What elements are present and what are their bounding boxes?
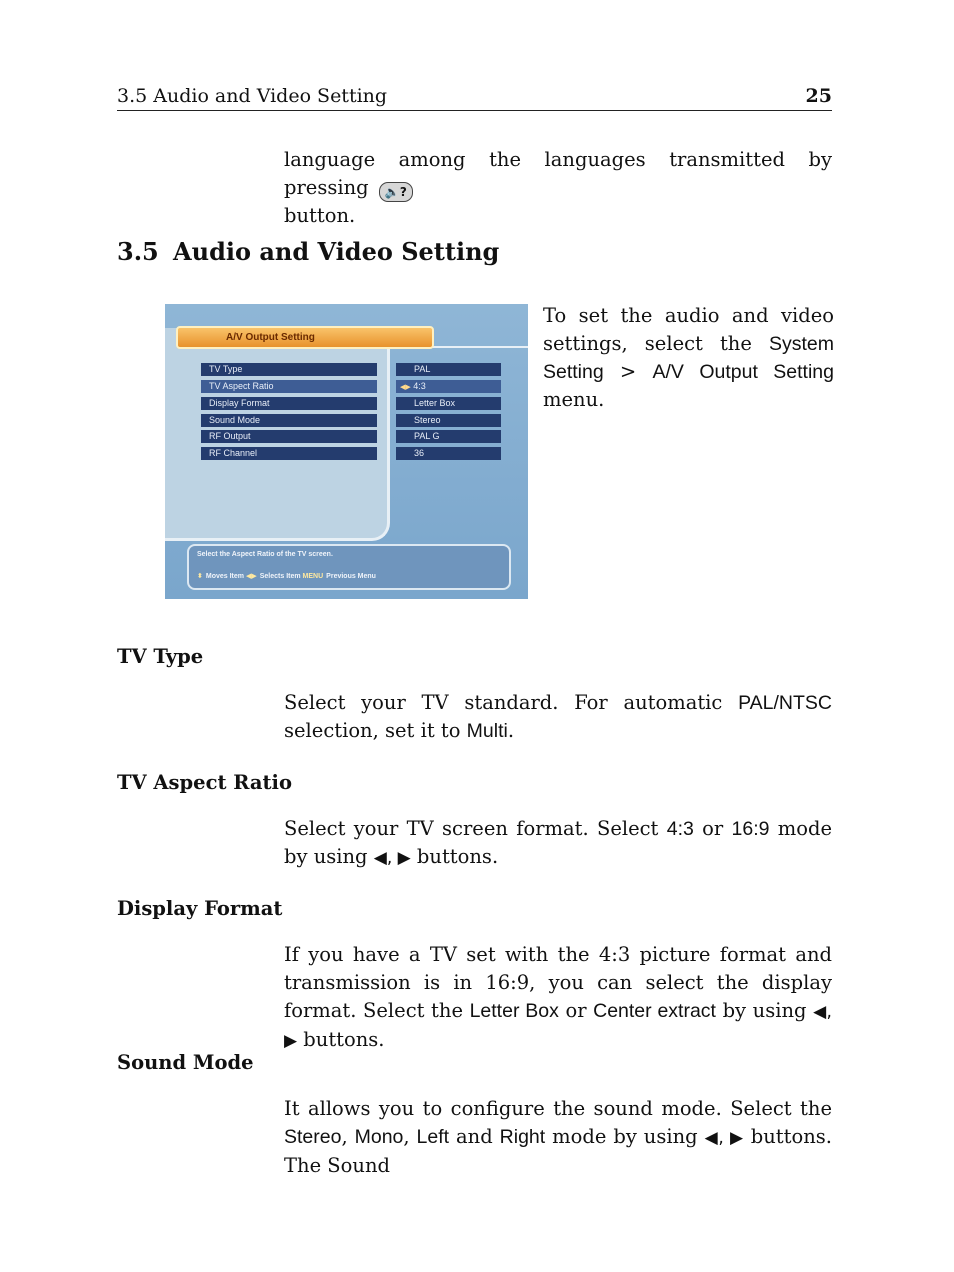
paragraph-tv-aspect-ratio: Select your TV screen format. Select 4:3 or 16:9 mode by using ◀, ▶ buttons. — [284, 817, 833, 868]
menu-value-rf-channel: 36 — [396, 447, 501, 460]
heading-tv-aspect-ratio: TV Aspect Ratio — [117, 771, 292, 794]
running-header — [117, 84, 832, 111]
left-right-icon: ◀▶ — [245, 573, 257, 580]
menu-item-rf-output: RF Output — [201, 430, 377, 443]
left-right-arrow-icon: ◀, ▶ — [284, 1002, 832, 1051]
screen-help-box — [187, 544, 511, 590]
menu-name-av-output-setting: A/V Output Setting — [652, 361, 834, 383]
up-down-icon: ⬍ — [197, 573, 203, 580]
menu-value-tv-type: PAL — [396, 363, 501, 376]
menu-value-aspect-ratio: ◀▶ 4:3 — [396, 380, 501, 393]
left-right-arrow-icon: ◀, ▶ — [373, 848, 411, 868]
left-right-arrow-icon: ◀, ▶ — [704, 1128, 744, 1148]
menu-item-sound-mode: Sound Mode — [201, 414, 377, 427]
left-right-arrows-icon: ◀▶ — [400, 384, 411, 391]
header-section-title: 3.5 Audio and Video Setting — [117, 85, 388, 107]
screen-title-bar: A/V Output Setting — [176, 326, 434, 349]
help-key-legend: ⬍ Moves Item ◀▶ Selects Item MENU Previous Menu — [197, 573, 376, 580]
menu-value-display-format: Letter Box — [396, 397, 501, 410]
av-output-setting-screenshot — [165, 304, 528, 599]
paragraph-display-format: If you have a TV set with the 4:3 picture format and transmission is in 16:9, you can select the display format. Select the Letter Box or Center extract by using ◀, ▶ buttons. — [284, 943, 832, 1051]
page-number: 25 — [805, 85, 832, 107]
menu-value-rf-output: PAL G — [396, 430, 501, 443]
section-title: Audio and Video Setting — [173, 237, 500, 266]
menu-name-system-setting: System Setting — [543, 333, 834, 383]
section-number: 3.5 — [117, 237, 159, 266]
menu-item-tv-aspect-ratio: TV Aspect Ratio — [201, 380, 377, 393]
menu-key-icon: MENU — [302, 573, 324, 580]
audio-language-key-icon: 🔈? — [379, 182, 413, 202]
heading-tv-type: TV Type — [117, 645, 204, 668]
menu-value-sound-mode: Stereo — [396, 414, 501, 427]
heading-display-format: Display Format — [117, 897, 283, 920]
menu-item-tv-type: TV Type — [201, 363, 377, 376]
paragraph-tv-type: Select your TV standard. For automatic PAL/NTSC selection, set it to Multi. — [284, 691, 832, 742]
heading-sound-mode: Sound Mode — [117, 1051, 254, 1074]
intro-paragraph: language among the languages transmitted by pressing 🔈? button. — [284, 148, 832, 227]
side-paragraph: To set the audio and video settings, select the System Setting > A/V Output Setting menu. — [543, 304, 834, 411]
menu-item-rf-channel: RF Channel — [201, 447, 377, 460]
paragraph-sound-mode: It allows you to configure the sound mode. Select the Stereo, Mono, Left and Right mode by using ◀, ▶ buttons. The Sound — [284, 1097, 832, 1177]
section-heading — [117, 237, 499, 266]
menu-item-display-format: Display Format — [201, 397, 377, 410]
help-text: Select the Aspect Ratio of the TV screen. — [197, 551, 333, 558]
